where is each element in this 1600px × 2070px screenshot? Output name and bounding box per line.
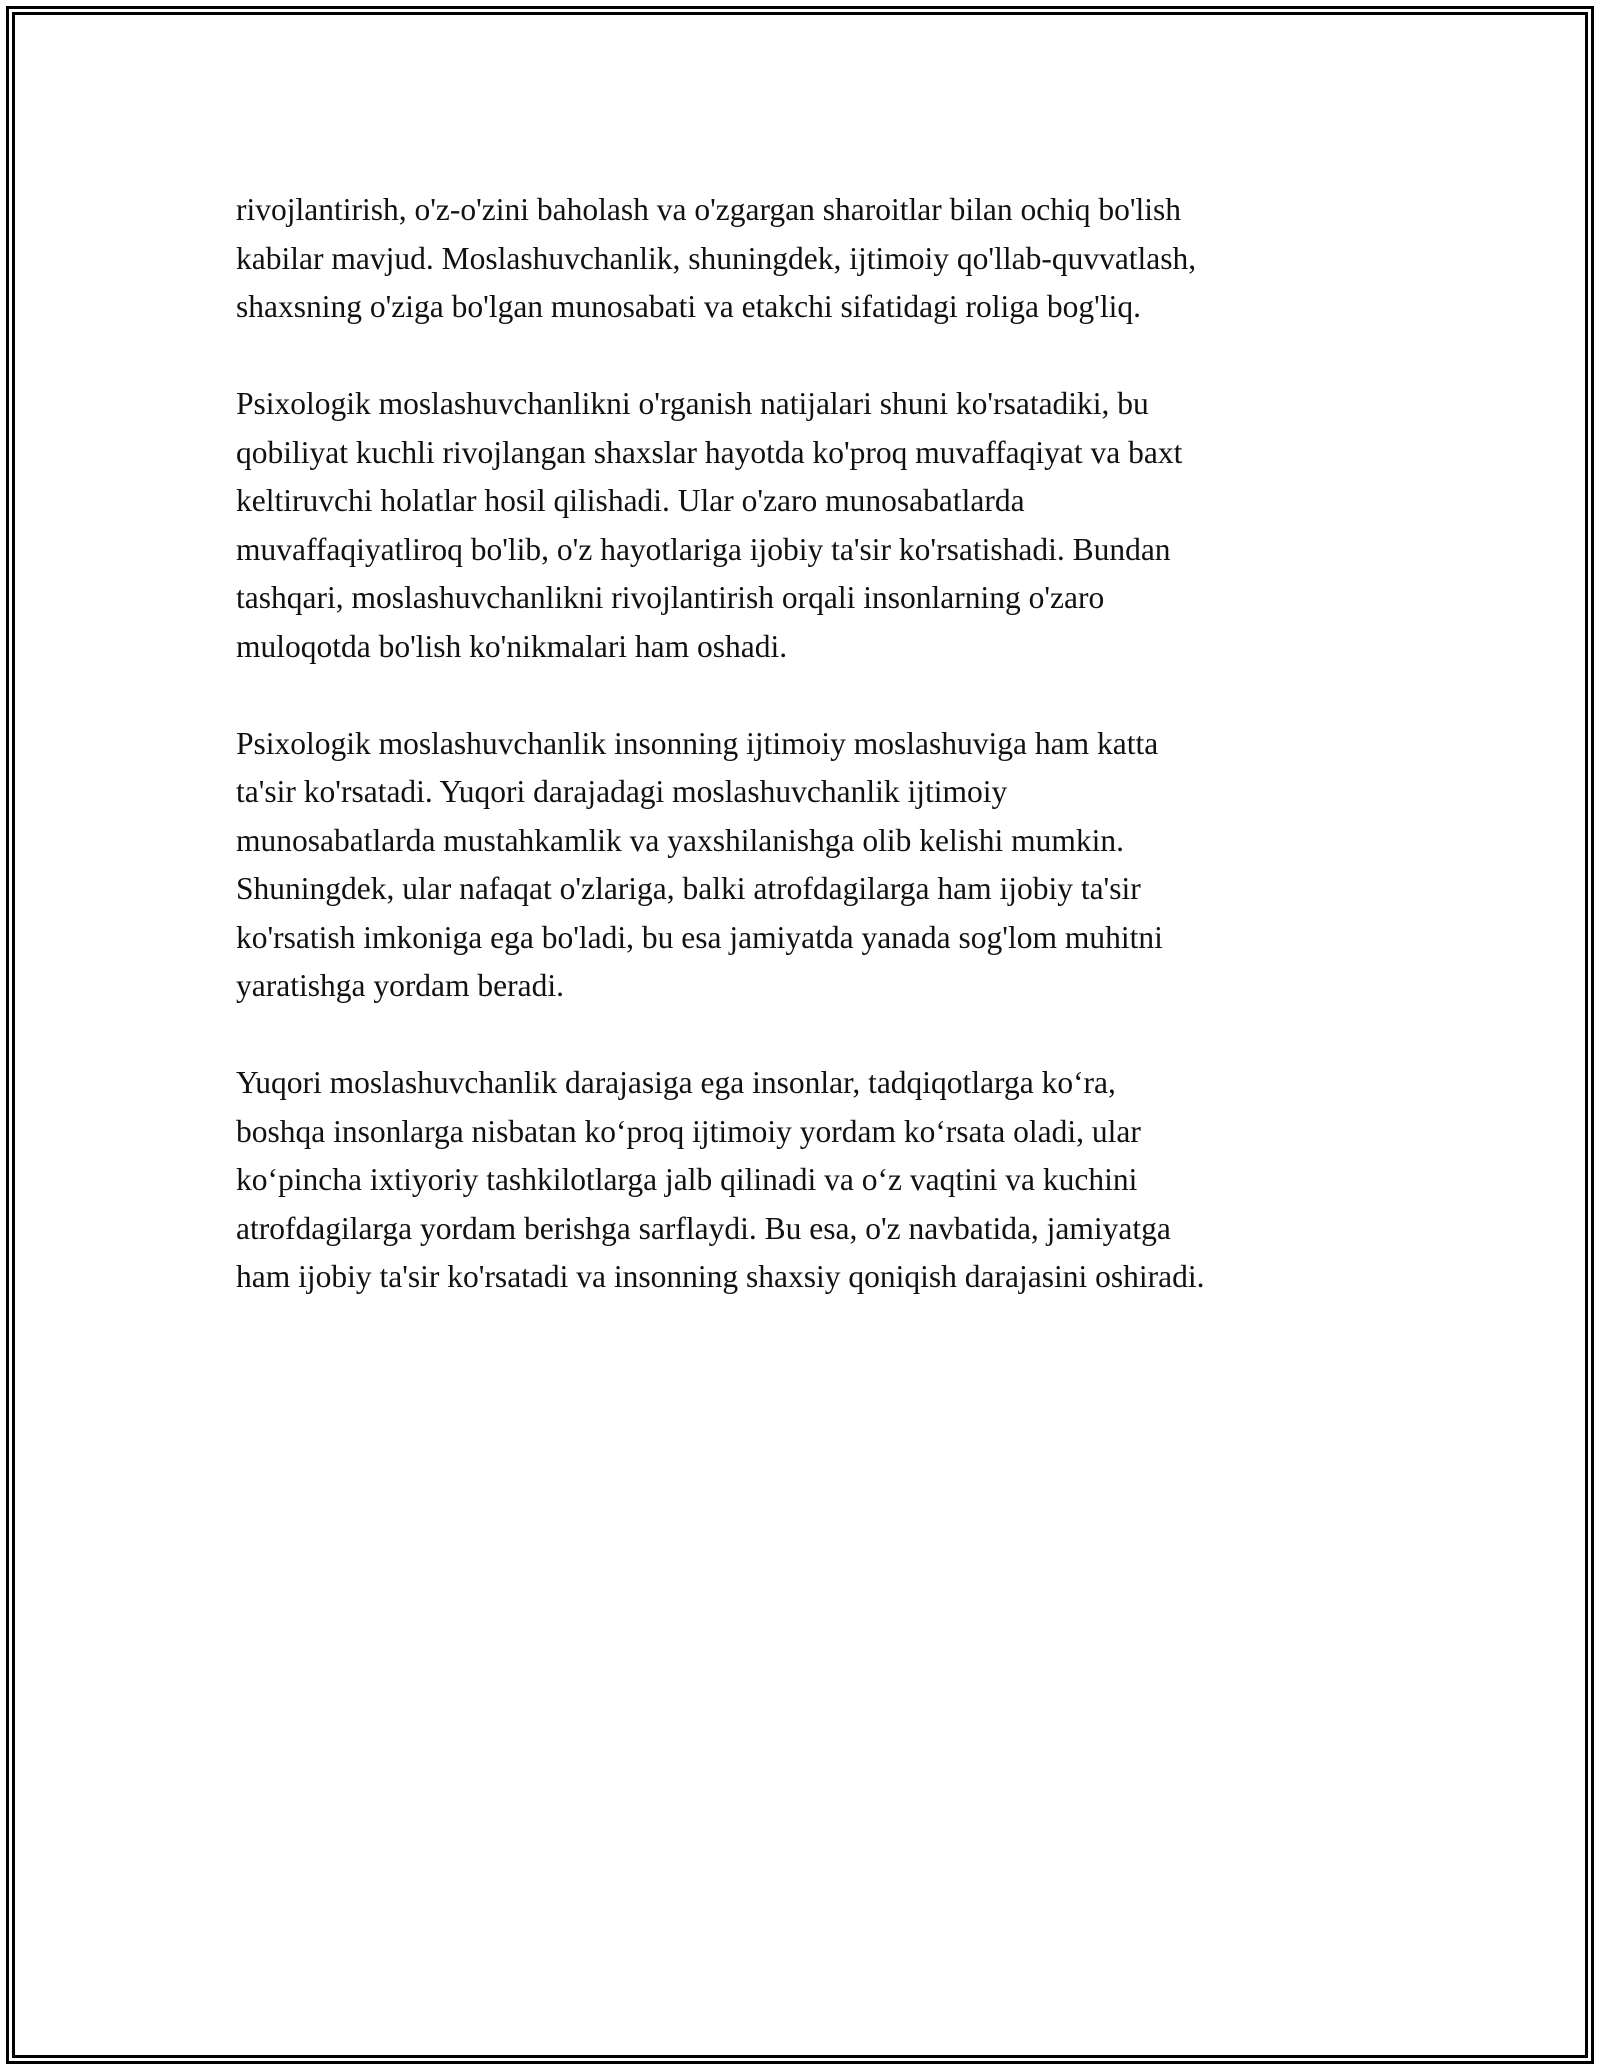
text-line: ko‘pincha ixtiyoriy tashkilotlarga jalb qilinadi va o‘z vaqtini va kuchini bbox=[236, 1162, 1138, 1197]
paragraph-3 bbox=[236, 720, 1416, 1011]
text-line: Shuningdek, ular nafaqat o'zlariga, balki atrofdagilarga ham ijobiy ta'sir bbox=[236, 871, 1141, 906]
text-line: qobiliyat kuchli rivojlangan shaxslar hayotda ko'proq muvaffaqiyat va baxt bbox=[236, 434, 1183, 470]
text-line: keltiruvchi holatlar hosil qilishadi. Ular o'zaro munosabatlarda bbox=[236, 483, 1025, 518]
text-line: muloqotda bo'lish ko'nikmalari ham oshadi. bbox=[236, 628, 788, 664]
text-line: boshqa insonlarga nisbatan ko‘proq ijtimoiy yordam ko‘rsata oladi, ular bbox=[236, 1113, 1141, 1149]
document-body bbox=[236, 186, 1416, 1350]
paragraph-1 bbox=[236, 186, 1416, 332]
text-line: atrofdagilarga yordam berishga sarflaydi. Bu esa, o'z navbatida, jamiyatga bbox=[236, 1210, 1171, 1246]
text-line: muvaffaqiyatliroq bo'lib, o'z hayotlariga ijobiy ta'sir ko'rsatishadi. Bundan bbox=[236, 531, 1171, 567]
text-line: Psixologik moslashuvchanlikni o'rganish natijalari shuni ko'rsatadiki, bu bbox=[236, 386, 1149, 421]
text-line: shaxsning o'ziga bo'lgan munosabati va etakchi sifatidagi roliga bog'liq. bbox=[236, 289, 1141, 324]
text-line: munosabatlarda mustahkamlik va yaxshilanishga olib kelishi mumkin. bbox=[236, 822, 1124, 858]
text-line: kabilar mavjud. Moslashuvchanlik, shuningdek, ijtimoiy qo'llab-quvvatlash, bbox=[236, 240, 1197, 276]
text-line: tashqari, moslashuvchanlikni rivojlantirish orqali insonlarning o'zaro bbox=[236, 580, 1105, 615]
text-line: Psixologik moslashuvchanlik insonning ijtimoiy moslashuviga ham katta bbox=[236, 725, 1159, 761]
text-line: ko'rsatish imkoniga ega bo'ladi, bu esa jamiyatda yanada sog'lom muhitni bbox=[236, 919, 1163, 955]
text-line: ham ijobiy ta'sir ko'rsatadi va insonning shaxsiy qoniqish darajasini oshiradi. bbox=[236, 1259, 1205, 1294]
text-line: rivojlantirish, o'z-o'zini baholash va o'zgargan sharoitlar bilan ochiq bo'lish bbox=[236, 192, 1182, 227]
text-line: ta'sir ko'rsatadi. Yuqori darajadagi moslashuvchanlik ijtimoiy bbox=[236, 774, 1008, 809]
paragraph-2 bbox=[236, 380, 1416, 671]
paragraph-4 bbox=[236, 1059, 1416, 1302]
text-line: Yuqori moslashuvchanlik darajasiga ega insonlar, tadqiqotlarga ko‘ra, bbox=[236, 1065, 1116, 1100]
text-line: yaratishga yordam beradi. bbox=[236, 968, 564, 1003]
